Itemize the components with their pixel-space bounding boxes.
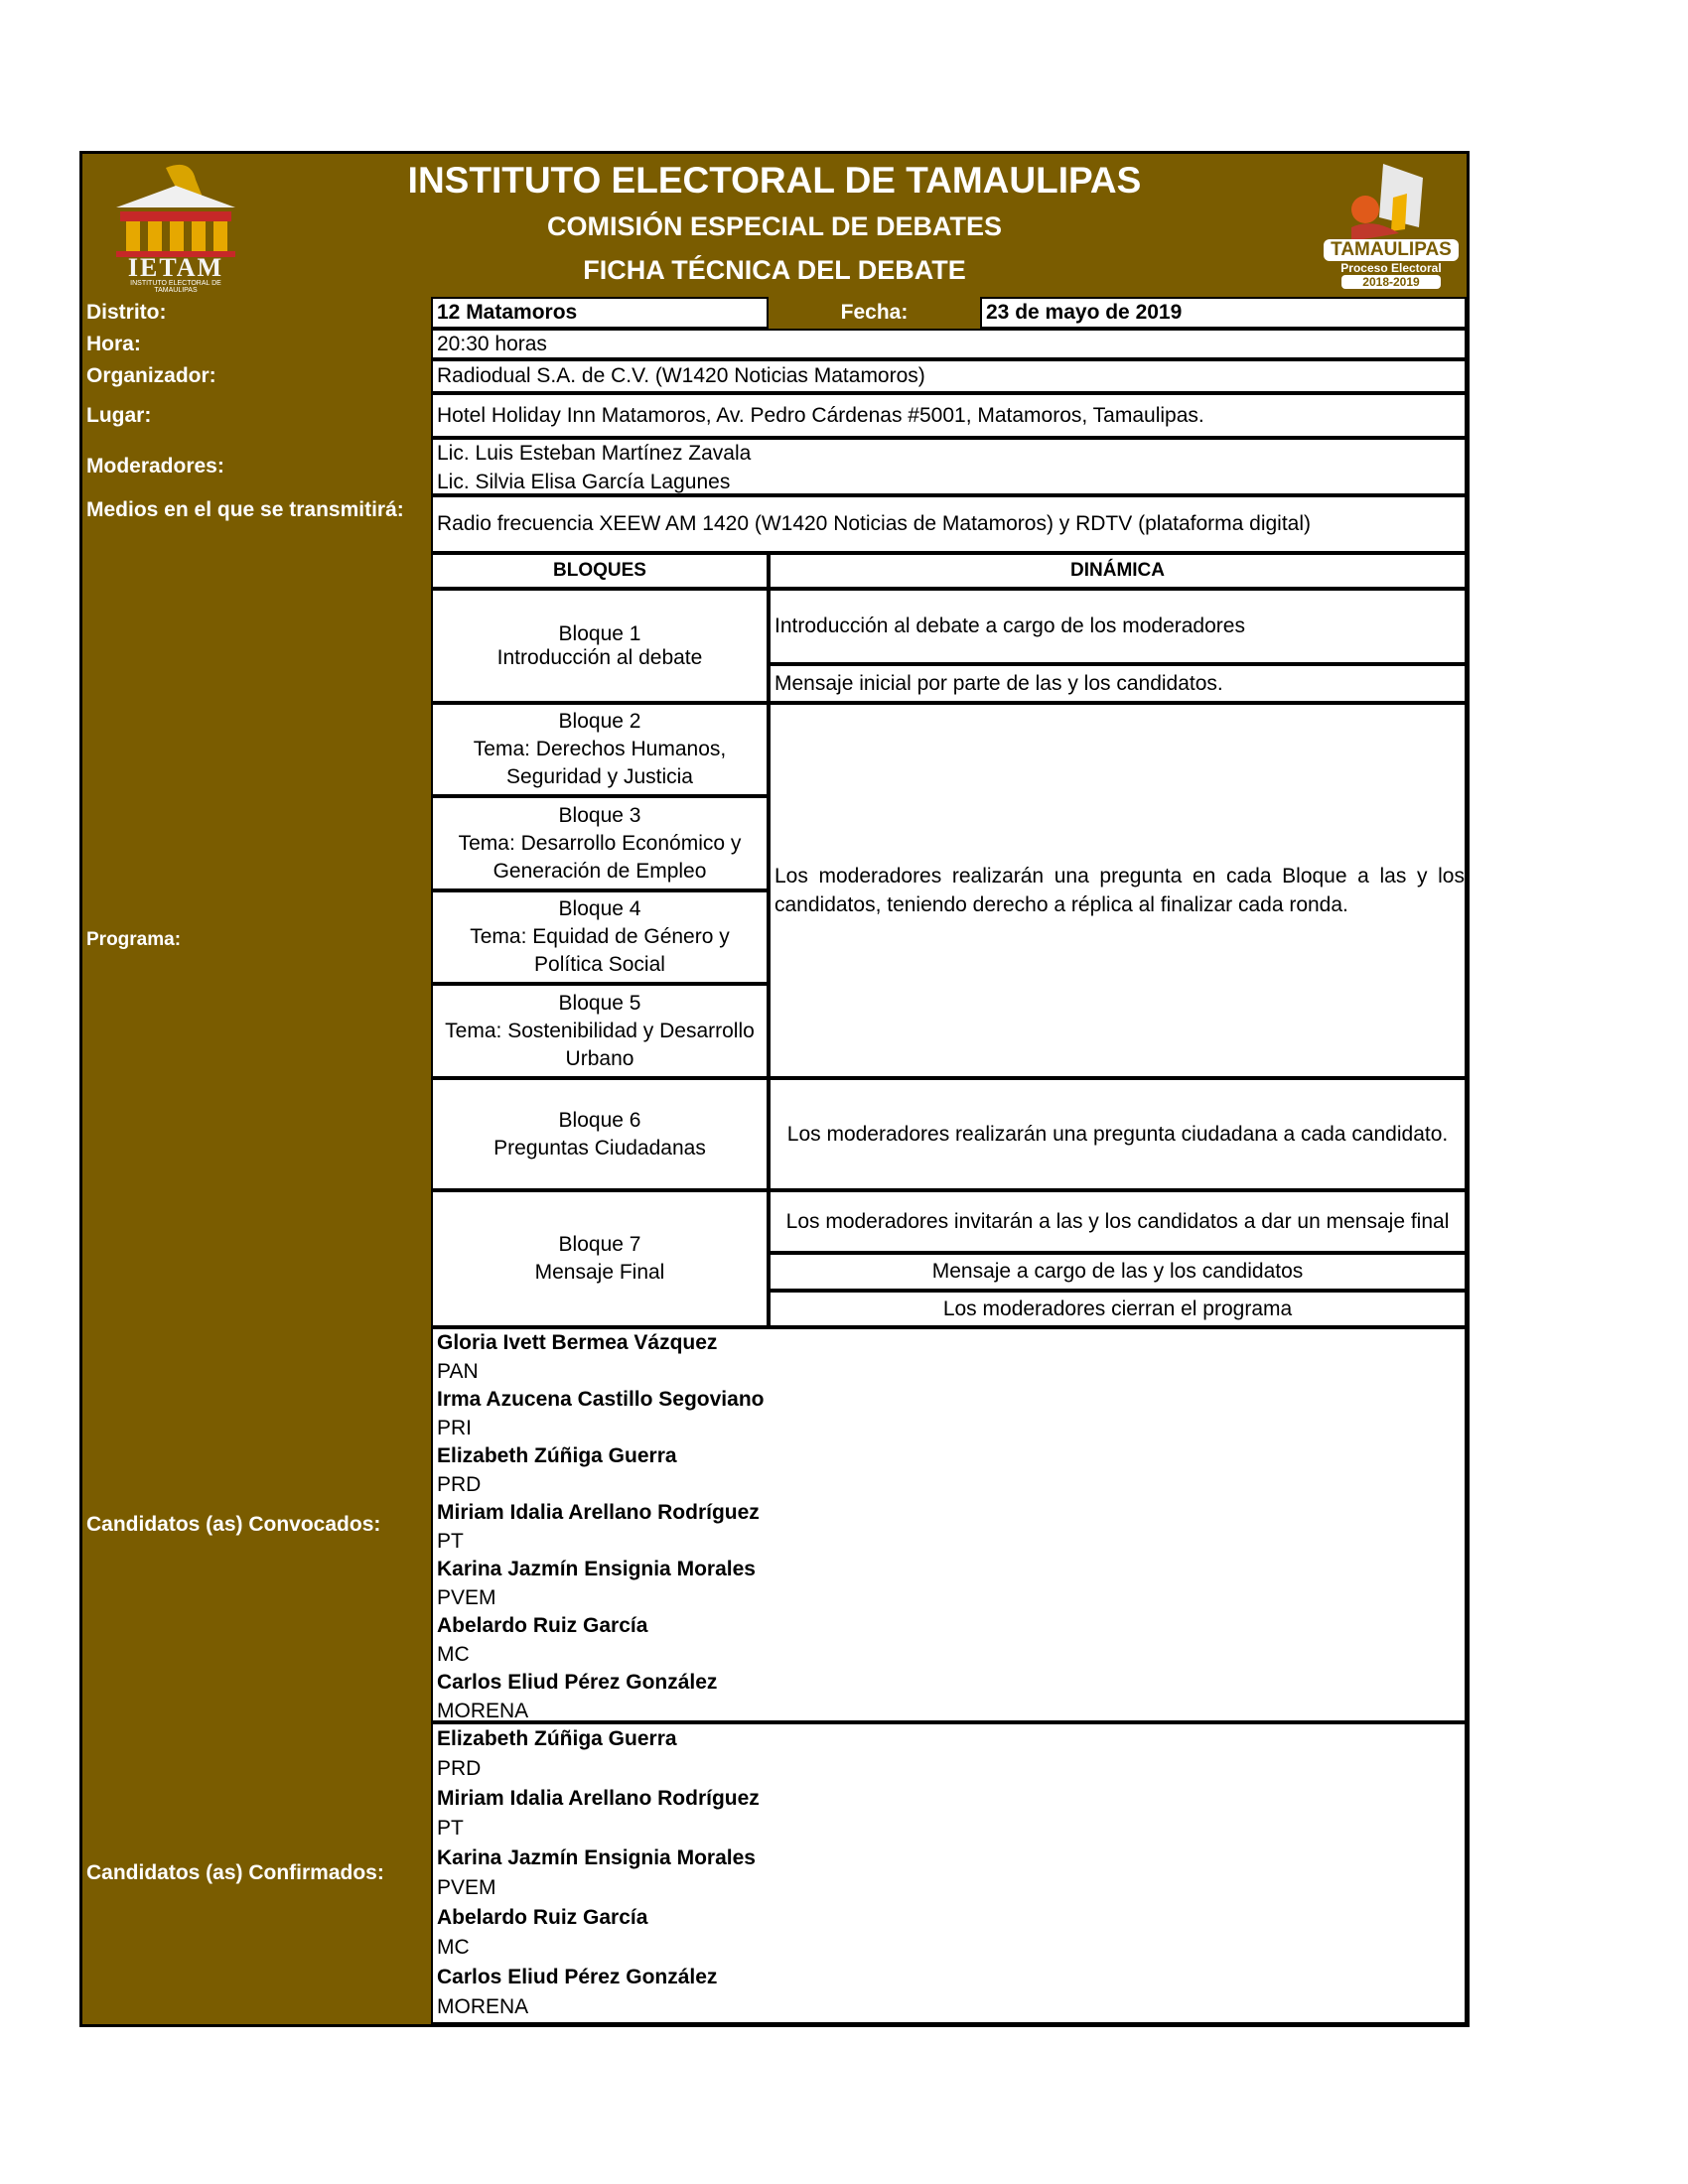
- candidate-party: PRD: [437, 1757, 482, 1780]
- candidate-party: PRI: [437, 1416, 473, 1439]
- hora-label: Hora:: [86, 332, 141, 355]
- bloque-1: [431, 589, 769, 703]
- candidate-party: MORENA: [437, 1699, 529, 1722]
- fecha-label: Fecha:: [769, 297, 980, 329]
- medios-label-text: Medios en el que se transmitirá:: [86, 498, 404, 521]
- page-subtitle: COMISIÓN ESPECIAL DE DEBATES: [546, 211, 1003, 241]
- ietam-logo-caption: INSTITUTO ELECTORAL DE TAMAULIPAS: [130, 280, 221, 294]
- medios-label: [82, 495, 431, 553]
- debate-technical-sheet: [79, 151, 1470, 2027]
- tamaulipas-logo-caption-1: Proceso Electoral: [1340, 261, 1442, 275]
- bloque-6: [431, 1078, 769, 1190]
- convocados-list: [431, 1327, 1467, 1722]
- dinamica-b2-5: Los moderadores realizarán una pregunta en cada Bloque a las y los candidatos, teniendo derecho a réplica al finalizar cada ronda.: [769, 703, 1467, 1078]
- candidate-name: Carlos Eliud Pérez González: [437, 1671, 718, 1694]
- bloque-3: [431, 796, 769, 890]
- distrito-label: Distrito:: [86, 301, 167, 324]
- medios-value: Radio frecuencia XEEW AM 1420 (W1420 Noticias de Matamoros) y RDTV (plataforma digital): [431, 495, 1467, 553]
- bloque-number: Bloque 2: [558, 710, 641, 733]
- candidate-party: MORENA: [437, 1995, 529, 2018]
- dinamica-b7-c: Los moderadores cierran el programa: [769, 1291, 1467, 1327]
- dinamica-b1-a: Introducción al debate a cargo de los moderadores: [769, 589, 1467, 664]
- lugar-label: Lugar:: [86, 403, 152, 427]
- candidate-name: Irma Azucena Castillo Segoviano: [437, 1388, 765, 1411]
- bloque-4: [431, 890, 769, 984]
- lugar-value: Hotel Holiday Inn Matamoros, Av. Pedro Cárdenas #5001, Matamoros, Tamaulipas.: [431, 393, 1467, 438]
- bloque-7: [431, 1190, 769, 1327]
- bloque-number: Bloque 6: [558, 1108, 641, 1132]
- dinamica-b7-b: Mensaje a cargo de las y los candidatos: [769, 1253, 1467, 1291]
- bloque-tema: Mensaje Final: [534, 1261, 665, 1284]
- bloque-tema: Tema: Sostenibilidad y Desarrollo Urbano: [445, 1019, 755, 1070]
- bloques-header: BLOQUES: [431, 553, 769, 589]
- candidate-party: PRD: [437, 1472, 482, 1496]
- ietam-logo-text: IETAM: [127, 253, 224, 282]
- candidate-name: Abelardo Ruiz García: [437, 1614, 648, 1637]
- tamaulipas-logo: [1324, 158, 1459, 293]
- tamaulipas-logo-caption-2: 2018-2019: [1341, 275, 1441, 289]
- moderador-item: Lic. Luis Esteban Martínez Zavala: [437, 442, 752, 465]
- moderadores-list: [431, 438, 1467, 495]
- dinamica-b7-a: Los moderadores invitarán a las y los candidatos a dar un mensaje final: [769, 1190, 1467, 1253]
- confirmados-label: Candidatos (as) Confirmados:: [86, 1861, 384, 1884]
- bloque-number: Bloque 3: [558, 803, 641, 827]
- dinamica-b6: Los moderadores realizarán una pregunta ciudadana a cada candidato.: [769, 1078, 1467, 1190]
- candidate-party: PT: [437, 1817, 464, 1840]
- candidate-name: Karina Jazmín Ensignia Morales: [437, 1846, 756, 1869]
- bloque-number: Bloque 4: [558, 897, 641, 920]
- candidate-name: Carlos Eliud Pérez González: [437, 1966, 718, 1988]
- moderadores-label: Moderadores:: [86, 455, 224, 478]
- candidate-name: Karina Jazmín Ensignia Morales: [437, 1558, 756, 1580]
- candidate-name: Gloria Ivett Bermea Vázquez: [437, 1331, 718, 1354]
- hora-value: 20:30 horas: [431, 329, 1467, 359]
- dinamica-b1-b: Mensaje inicial por parte de las y los candidatos.: [769, 664, 1467, 703]
- bloque-tema: Tema: Derechos Humanos, Seguridad y Justicia: [473, 738, 727, 788]
- bloque-2: [431, 703, 769, 796]
- candidate-party: MC: [437, 1936, 470, 1959]
- bloque-tema: Introducción al debate: [496, 645, 703, 669]
- organizador-value: Radiodual S.A. de C.V. (W1420 Noticias Matamoros): [431, 359, 1467, 393]
- programa-label: Programa:: [86, 929, 182, 950]
- candidate-name: Miriam Idalia Arellano Rodríguez: [437, 1787, 760, 1810]
- bloque-tema: Tema: Desarrollo Económico y Generación de Empleo: [458, 831, 742, 883]
- fecha-value: 23 de mayo de 2019: [980, 297, 1467, 329]
- candidate-name: Miriam Idalia Arellano Rodríguez: [437, 1501, 760, 1524]
- tamaulipas-logo-text: TAMAULIPAS: [1324, 239, 1459, 261]
- page-title: INSTITUTO ELECTORAL DE TAMAULIPAS: [407, 160, 1142, 201]
- candidate-party: PVEM: [437, 1876, 496, 1899]
- convocados-label: Candidatos (as) Convocados:: [86, 1513, 381, 1536]
- candidate-party: PT: [437, 1529, 464, 1553]
- candidate-name: Elizabeth Zúñiga Guerra: [437, 1444, 677, 1467]
- candidate-party: MC: [437, 1642, 470, 1666]
- candidate-party: PVEM: [437, 1585, 496, 1609]
- dinamica-header: DINÁMICA: [769, 553, 1467, 589]
- bloque-tema: Preguntas Ciudadanas: [493, 1136, 706, 1160]
- bloque-5: [431, 984, 769, 1078]
- candidate-name: Abelardo Ruiz García: [437, 1906, 648, 1929]
- page-subtitle-2: FICHA TÉCNICA DEL DEBATE: [583, 255, 966, 285]
- organizador-label: Organizador:: [86, 364, 216, 387]
- bloque-number: Bloque 7: [558, 1233, 641, 1256]
- bloque-number: Bloque 1: [558, 621, 641, 645]
- bloque-number: Bloque 5: [558, 991, 641, 1015]
- confirmados-list: [431, 1722, 1467, 2024]
- distrito-value: 12 Matamoros: [431, 297, 769, 329]
- candidate-party: PAN: [437, 1359, 479, 1383]
- candidate-name: Elizabeth Zúñiga Guerra: [437, 1727, 677, 1750]
- moderador-item: Lic. Silvia Elisa García Lagunes: [437, 470, 731, 493]
- bloque-tema: Tema: Equidad de Género y Política Social: [470, 925, 730, 976]
- header-band: [82, 154, 1467, 297]
